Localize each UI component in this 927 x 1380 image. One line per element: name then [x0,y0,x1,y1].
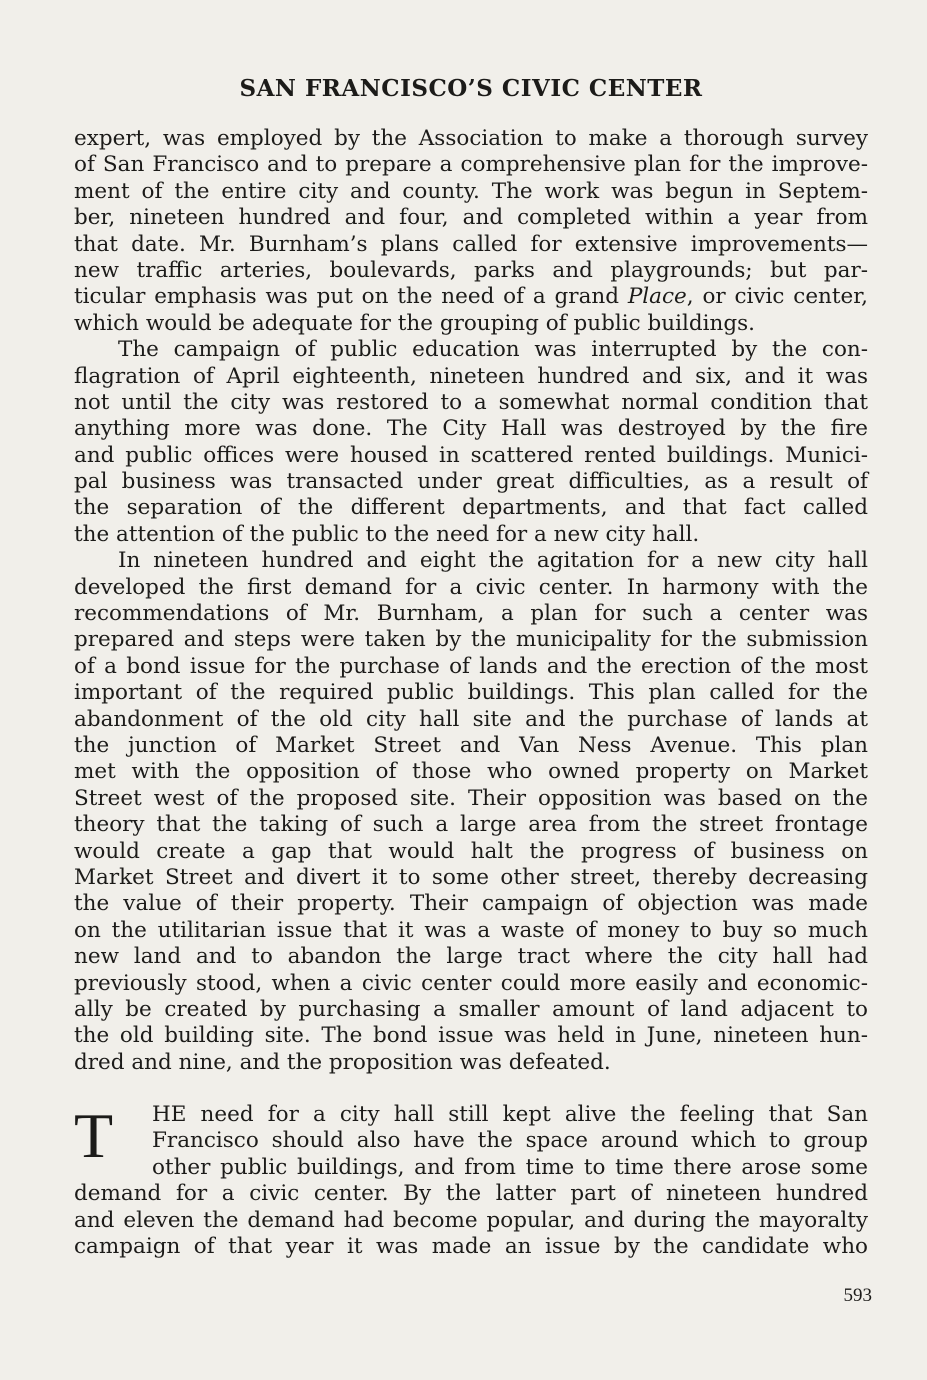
text-line: pal business was transacted under great difficulties, as a result of [74,469,868,495]
emphasis-text: Place [627,284,687,310]
page-number: 593 [843,1285,872,1306]
text-line: dred and nine, and the proposition was defeated. [74,1049,611,1075]
text-line: Francisco should also have the space around which to group [152,1128,868,1154]
text-line: ally be created by purchasing a smaller amount of land adjacent to [74,996,868,1022]
text-line: demand for a civic center. By the latter part of nineteen hundred [74,1181,868,1207]
paragraph-4 [74,1102,868,1260]
text-line: new traffic arteries, boulevards, parks and playgrounds; but par- [74,257,868,283]
text-line: prepared and steps were taken by the municipality for the submission [74,627,868,653]
text-line: new land and to abandon the large tract where the city hall had [74,944,868,970]
text-line: the separation of the different departments, and that fact called [74,495,868,521]
text-line: previously stood, when a civic center could more easily and economic- [74,970,868,996]
text-line: Street west of the proposed site. Their opposition was based on the [74,785,868,811]
text-line: flagration of April eighteenth, nineteen hundred and six, and it was [74,363,868,389]
text-line: and public offices were housed in scattered rented buildings. Munici- [74,442,868,468]
text-line: which would be adequate for the grouping of public buildings. [74,310,755,336]
text-line: In nineteen hundred and eight the agitation for a new city hall [118,548,868,574]
text-line: and eleven the demand had become popular, and during the mayoralty [74,1207,868,1233]
text-line: ticular emphasis was put on the need of a grand Place, or civic center, [74,284,869,310]
body-text [74,126,868,1260]
section-break [74,1076,868,1102]
text-line: the junction of Market Street and Van Ness Avenue. This plan [74,732,868,758]
text-line: would create a gap that would halt the progress of business on [74,838,868,864]
text-line: that date. Mr. Burnham’s plans called for extensive improvements— [74,231,868,257]
text-line: The campaign of public education was interrupted by the con- [118,337,868,363]
text-line: the attention of the public to the need for a new city hall. [74,521,700,547]
text-line: ment of the entire city and county. The work was begun in Septem- [74,178,868,204]
text-line: theory that the taking of such a large area from the street frontage [74,812,868,838]
text-line: ber, nineteen hundred and four, and completed within a year from [74,205,868,231]
text-line: important of the required public buildings. This plan called for the [74,680,868,706]
text-line: abandonment of the old city hall site and the purchase of lands at [74,706,868,732]
drop-cap: T [74,1100,114,1172]
text-line: met with the opposition of those who owned property on Market [74,759,868,785]
text-line: on the utilitarian issue that it was a waste of money to buy so much [74,917,868,943]
paragraph-1 [74,126,868,337]
running-head: SAN FRANCISCO’S CIVIC CENTER [239,75,703,102]
paragraph-2 [74,337,868,548]
text-line: not until the city was restored to a somewhat normal condition that [74,389,868,415]
text-line: campaign of that year it was made an issue by the candidate who [74,1234,868,1260]
text-line: expert, was employed by the Association to make a thorough survey [74,126,868,151]
text-line: other public buildings, and from time to time there arose some [152,1154,868,1180]
text-line: recommendations of Mr. Burnham, a plan for such a center was [74,601,868,627]
text-line: HE need for a city hall still kept alive the feeling that San [152,1102,868,1128]
text-line: the old building site. The bond issue was held in June, nineteen hun- [74,1023,868,1049]
text-line: of San Francisco and to prepare a comprehensive plan for the improve- [74,152,868,178]
text-line: of a bond issue for the purchase of lands and the erection of the most [74,653,868,679]
paragraph-3 [74,548,868,1076]
text-line: Market Street and divert it to some other street, thereby decreasing [74,864,868,890]
text-line: anything more was done. The City Hall was destroyed by the fire [74,416,868,442]
text-line: the value of their property. Their campaign of objection was made [74,891,868,917]
text-line: developed the first demand for a civic center. In harmony with the [74,574,868,600]
